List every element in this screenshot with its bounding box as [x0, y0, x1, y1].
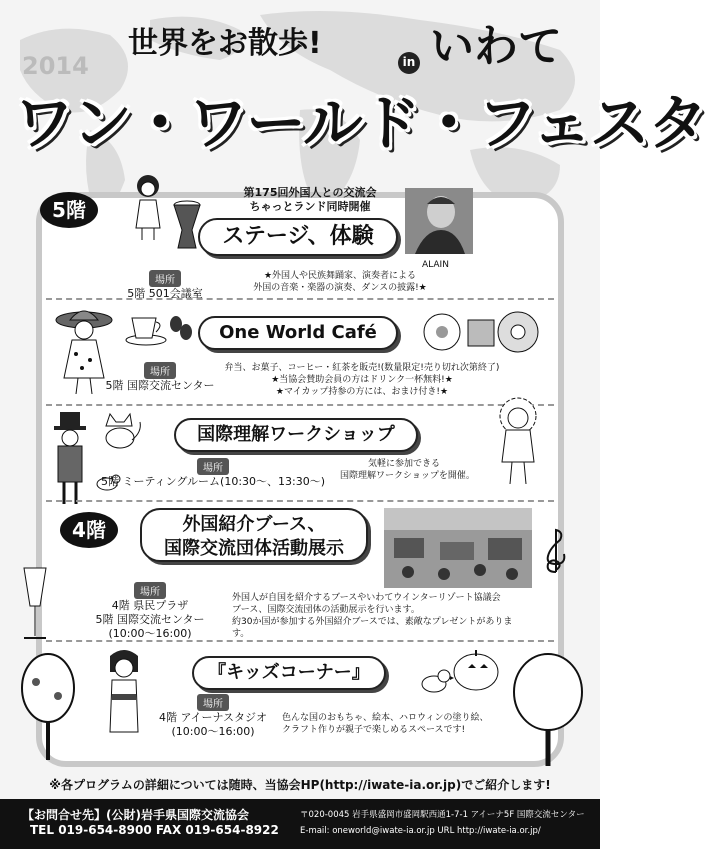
contact-address: 〒020-0045 岩手県盛岡市盛岡駅西通1-7-1 アイーナ5F 国際交流センター — [300, 810, 585, 820]
booth-venue-line2: 5階 国際交流センター — [95, 613, 205, 626]
tagline: 世界をお散歩! — [128, 26, 322, 61]
kids-venue-block — [148, 692, 278, 739]
kimono-girl-illustration — [100, 650, 148, 740]
stage-venue: 5階 501会議室 — [127, 287, 203, 300]
booth-title-line2: 国際交流団体活動展示 — [164, 538, 344, 559]
treble-clef-icon — [540, 526, 570, 576]
details-note: ※各プログラムの詳細については随時、当協会HP(http://iwate-ia.or.jp)でご紹介します! — [49, 778, 551, 792]
photo-caption: ALAIN — [422, 260, 449, 270]
place-name: いわて — [430, 21, 562, 72]
booth-desc-line3: 約30か国が参加する外国紹介ブースでは、素敵なプレゼントがありま — [232, 617, 513, 627]
stage-banner: ステージ、体験 — [198, 218, 398, 256]
booth-desc-line1: 外国人が自国を紹介するブースやいわてウインターリゾート協議会 — [232, 593, 501, 603]
cafe-desc-line2: ★当協会賛助会員の方はドリンク一杯無料!★ — [271, 375, 453, 385]
cat-icon — [102, 412, 144, 452]
kids-banner: 『キッズコーナー』 — [192, 656, 386, 690]
year-label: 2014 — [22, 52, 89, 80]
contact-email-url: E-mail: oneworld@iwate-ia.or.jp URL http://iwate-ia.or.jp/ — [300, 826, 541, 836]
workshop-venue-block — [78, 456, 348, 489]
stage-description — [210, 270, 470, 294]
booth-venue-block — [80, 580, 220, 641]
section-divider — [46, 500, 554, 502]
cafe-desc-line1: 弁当、お菓子、コーヒー・紅茶を販売!(数量限定!売り切れ次第終了) — [224, 363, 500, 373]
booth-description — [232, 592, 528, 640]
exhibition-photo — [384, 508, 532, 588]
floor-4-badge: 4階 — [60, 512, 118, 548]
pumpkin-lantern-icon — [448, 642, 504, 698]
workshop-desc-line1: 気軽に参加できる — [368, 459, 441, 469]
coffee-beans-icon — [168, 316, 194, 342]
stage-subtitle — [210, 186, 410, 214]
cafe-description — [212, 362, 512, 398]
cafe-banner: One World Café — [198, 316, 398, 350]
stage-desc-line1: ★外国人や民族舞踊家、演奏者による — [263, 271, 417, 281]
tree-right-icon — [510, 652, 586, 768]
stage-subtitle-line2: ちゃっとランド同時開催 — [249, 200, 371, 213]
booth-desc-line4: す。 — [232, 629, 250, 639]
drummer-illustration — [128, 172, 178, 242]
section-divider — [46, 404, 554, 406]
booth-venue-line3: (10:00〜16:00) — [108, 627, 192, 640]
booth-banner — [140, 508, 368, 562]
djembe-drum-icon — [172, 200, 202, 250]
workshop-description — [340, 458, 500, 482]
coffee-cup-icon — [124, 312, 168, 346]
venue-tag: 場所 — [197, 694, 229, 711]
venue-tag: 場所 — [197, 458, 229, 475]
stage-desc-line2: 外国の音楽・楽器の演奏、ダンスの披露!★ — [253, 283, 427, 293]
bird-icon — [420, 668, 452, 694]
venue-tag: 場所 — [149, 270, 181, 287]
contact-organization: 【お問合せ先】(公財)岩手県国際交流協会 — [22, 808, 249, 822]
kids-description — [282, 712, 512, 736]
in-badge: in — [398, 52, 420, 74]
tree-left-icon — [18, 652, 78, 762]
booth-title-line1: 外国紹介ブース、 — [182, 514, 326, 535]
kids-desc-line2: クラフト作りが親子で楽しめるスペースです! — [282, 725, 466, 735]
workshop-desc-line2: 国際理解ワークショップを開催。 — [340, 471, 475, 481]
workshop-banner: 国際理解ワークショップ — [174, 418, 418, 452]
kids-venue-line2: (10:00〜16:00) — [171, 725, 255, 738]
kids-venue-line1: 4階 アイーナスタジオ — [158, 711, 268, 724]
venue-tag: 場所 — [134, 582, 166, 599]
kids-desc-line1: 色んな国のおもちゃ、絵本、ハロウィンの塗り絵、 — [282, 713, 489, 723]
cafe-desc-line3: ★マイカップ持参の方には、おまけ付き!★ — [275, 387, 449, 397]
venue-tag: 場所 — [144, 362, 176, 379]
floor-5-badge: 5階 — [40, 192, 98, 228]
festa-title: ワン・ワールド・フェスタ — [14, 89, 706, 159]
workshop-venue: 5階 ミーティングルーム(10:30〜、13:30〜) — [100, 475, 326, 488]
stage-subtitle-line1: 第175回外国人との交流会 — [243, 186, 377, 199]
section-divider — [46, 298, 554, 300]
cafe-venue: 5階 国際交流センター — [105, 379, 215, 392]
contact-phone-fax: TEL 019-654-8900 FAX 019-654-8922 — [30, 823, 279, 837]
sweets-illustration — [422, 310, 552, 356]
booth-venue-line1: 4階 県民プラザ — [111, 599, 189, 612]
alain-photo — [405, 188, 473, 254]
booth-desc-line2: ブース、国際交流団体の活動展示を行います。 — [232, 605, 420, 615]
champagne-glass-icon — [18, 566, 52, 644]
